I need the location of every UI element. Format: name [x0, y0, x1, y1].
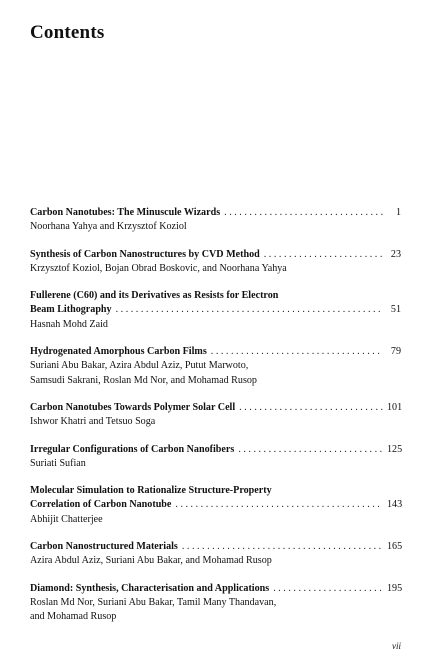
- toc-entry-title-line: [30, 248, 401, 262]
- toc-entry[interactable]: [30, 540, 401, 569]
- chapter-title: Irregular Configurations of Carbon Nanofibers: [30, 443, 235, 455]
- toc-entry-title-line: [30, 443, 401, 457]
- toc-entry[interactable]: [30, 484, 401, 527]
- chapter-authors: Krzysztof Koziol, Bojan Obrad Boskovic, and Noorhana Yahya: [30, 262, 287, 274]
- toc-entry-title-line: [30, 484, 401, 498]
- page-number-folio: vii: [392, 641, 401, 651]
- toc-entry-title-line: [30, 401, 401, 415]
- dot-leader: [175, 498, 383, 512]
- toc-entry[interactable]: [30, 345, 401, 388]
- chapter-page-number: 79: [390, 346, 401, 358]
- dot-leader: [224, 206, 383, 220]
- chapter-authors: Abhijit Chatterjee: [30, 513, 103, 525]
- chapter-authors: Ishwor Khatri and Tetsuo Soga: [30, 416, 156, 428]
- table-of-contents: [30, 206, 401, 638]
- dot-leader: [264, 248, 383, 262]
- chapter-title: Carbon Nanostructured Materials: [30, 541, 178, 553]
- chapter-authors: Samsudi Sakrani, Roslan Md Nor, and Mohamad Rusop: [30, 374, 257, 386]
- toc-entry[interactable]: [30, 248, 401, 277]
- chapter-authors: Noorhana Yahya and Krzysztof Koziol: [30, 221, 187, 233]
- toc-entry[interactable]: [30, 582, 401, 625]
- page-title: Contents: [30, 22, 105, 43]
- toc-entry[interactable]: [30, 206, 401, 235]
- toc-entry[interactable]: [30, 443, 401, 472]
- toc-entry-title-line: [30, 345, 401, 359]
- toc-entry-title-line: [30, 498, 401, 512]
- chapter-title: Carbon Nanotubes Towards Polymer Solar Cell: [30, 401, 236, 413]
- toc-entry-title-line: [30, 303, 401, 317]
- chapter-title: Fullerene (C60) and its Derivatives as Resists for Electron: [30, 290, 279, 302]
- chapter-title: Diamond: Synthesis, Characterisation and Applications: [30, 582, 270, 594]
- toc-entry[interactable]: [30, 401, 401, 430]
- toc-entry[interactable]: [30, 289, 401, 332]
- dot-leader: [239, 401, 383, 415]
- chapter-page-number: 101: [387, 401, 403, 413]
- dot-leader: [273, 582, 383, 596]
- chapter-page-number: 1: [395, 207, 401, 218]
- chapter-page-number: 143: [387, 499, 403, 511]
- toc-entry-title-line: [30, 582, 401, 596]
- chapter-authors: Hasnah Mohd Zaid: [30, 318, 108, 330]
- chapter-authors: Suriani Abu Bakar, Azira Abdul Aziz, Putut Marwoto,: [30, 360, 249, 372]
- dot-leader: [182, 540, 383, 554]
- chapter-page-number: 125: [387, 443, 403, 455]
- chapter-page-number: 195: [387, 582, 403, 594]
- chapter-authors: and Mohamad Rusop: [30, 611, 117, 623]
- chapter-title: Correlation of Carbon Nanotube: [30, 499, 172, 511]
- dot-leader: [238, 443, 383, 457]
- chapter-title: Synthesis of Carbon Nanostructures by CVD Method: [30, 248, 260, 260]
- chapter-title: Carbon Nanotubes: The Minuscule Wizards: [30, 207, 221, 218]
- chapter-title: Beam Lithography: [30, 304, 112, 316]
- chapter-page-number: 23: [390, 248, 401, 260]
- chapter-title: Hydrogenated Amorphous Carbon Films: [30, 346, 207, 358]
- toc-entry-title-line: [30, 289, 401, 303]
- dot-leader: [116, 303, 383, 317]
- chapter-authors: Roslan Md Nor, Suriani Abu Bakar, Tamil Many Thandavan,: [30, 596, 277, 608]
- dot-leader: [211, 345, 383, 359]
- chapter-title: Molecular Simulation to Rationalize Structure-Property: [30, 485, 272, 497]
- chapter-authors: Azira Abdul Aziz, Suriani Abu Bakar, and Mohamad Rusop: [30, 555, 272, 567]
- chapter-authors: Suriati Sufian: [30, 457, 86, 469]
- chapter-page-number: 51: [390, 304, 401, 316]
- toc-entry-title-line: [30, 206, 401, 220]
- chapter-page-number: 165: [387, 541, 403, 553]
- toc-entry-title-line: [30, 540, 401, 554]
